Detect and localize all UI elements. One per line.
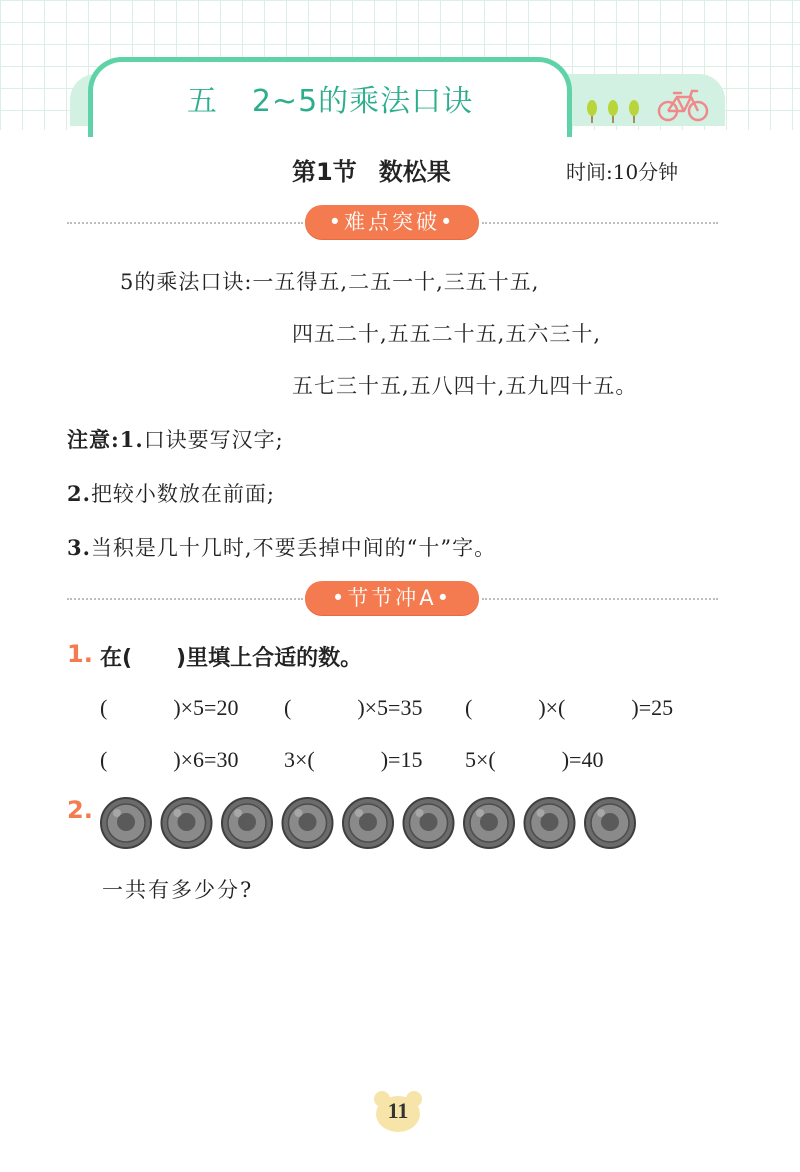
unit-number: 五 — [186, 84, 218, 119]
question-2-number: 2. — [67, 796, 93, 824]
coin-icon — [404, 798, 454, 848]
note-1-text: 口诀要写汉字; — [143, 428, 284, 452]
question-2-text: 一共有多少分? — [102, 878, 254, 902]
equation-1-3[interactable]: ( )×( )=25 — [465, 695, 674, 720]
divider-left — [67, 222, 303, 224]
coin-icon — [343, 798, 393, 848]
rhyme-line-2: 四五二十,五五二十五,五六三十, — [292, 322, 602, 346]
coin-icon — [162, 798, 212, 848]
section-number: 第1节 — [292, 158, 357, 186]
coin-icon — [464, 798, 514, 848]
equation-2-2[interactable]: 3×( )=15 — [284, 747, 423, 772]
note-3-lead: 3. — [67, 535, 91, 560]
difficulty-label-pill: •难点突破• — [305, 205, 479, 239]
page-number: 11 — [387, 1098, 409, 1123]
coin-icon — [222, 798, 272, 848]
coin-row — [100, 796, 640, 850]
coin-icon — [283, 798, 333, 848]
time-label: 时间:10分钟 — [566, 160, 679, 184]
section-name: 数松果 — [378, 158, 451, 186]
rhyme-line-1: 5的乘法口诀:一五得五,二五一十,三五十五, — [120, 270, 540, 294]
question-1-prompt: 在( )里填上合适的数。 — [100, 646, 363, 671]
equation-1-2[interactable]: ( )×5=35 — [284, 695, 423, 720]
note-2 — [67, 478, 275, 508]
coin-icon — [101, 798, 151, 848]
note-3-text: 当积是几十几时,不要丢掉中间的“十”字。 — [90, 536, 497, 560]
note-3 — [67, 532, 496, 562]
equation-2-1[interactable]: ( )×6=30 — [100, 747, 239, 772]
coin-icon — [525, 798, 575, 848]
bicycle-icon — [657, 88, 709, 122]
trees-icon — [584, 99, 646, 123]
divider-right — [482, 222, 718, 224]
equation-2-3[interactable]: 5×( )=40 — [465, 747, 604, 772]
equation-1-1[interactable]: ( )×5=20 — [100, 695, 239, 720]
rhyme-line-3: 五七三十五,五八四十,五九四十五。 — [292, 374, 638, 398]
question-1-number: 1. — [67, 640, 93, 668]
practice-label-pill: •节节冲A• — [305, 581, 479, 615]
divider-left-2 — [67, 598, 303, 600]
section-title — [292, 152, 451, 187]
coin-icon — [585, 798, 635, 848]
note-2-text: 把较小数放在前面; — [90, 482, 276, 506]
note-1 — [67, 424, 284, 454]
divider-right-2 — [482, 598, 718, 600]
note-2-lead: 2. — [67, 481, 91, 506]
note-1-lead: 注意:1. — [67, 427, 144, 452]
unit-title — [88, 76, 572, 120]
unit-title-text: 2~5的乘法口诀 — [251, 84, 474, 119]
